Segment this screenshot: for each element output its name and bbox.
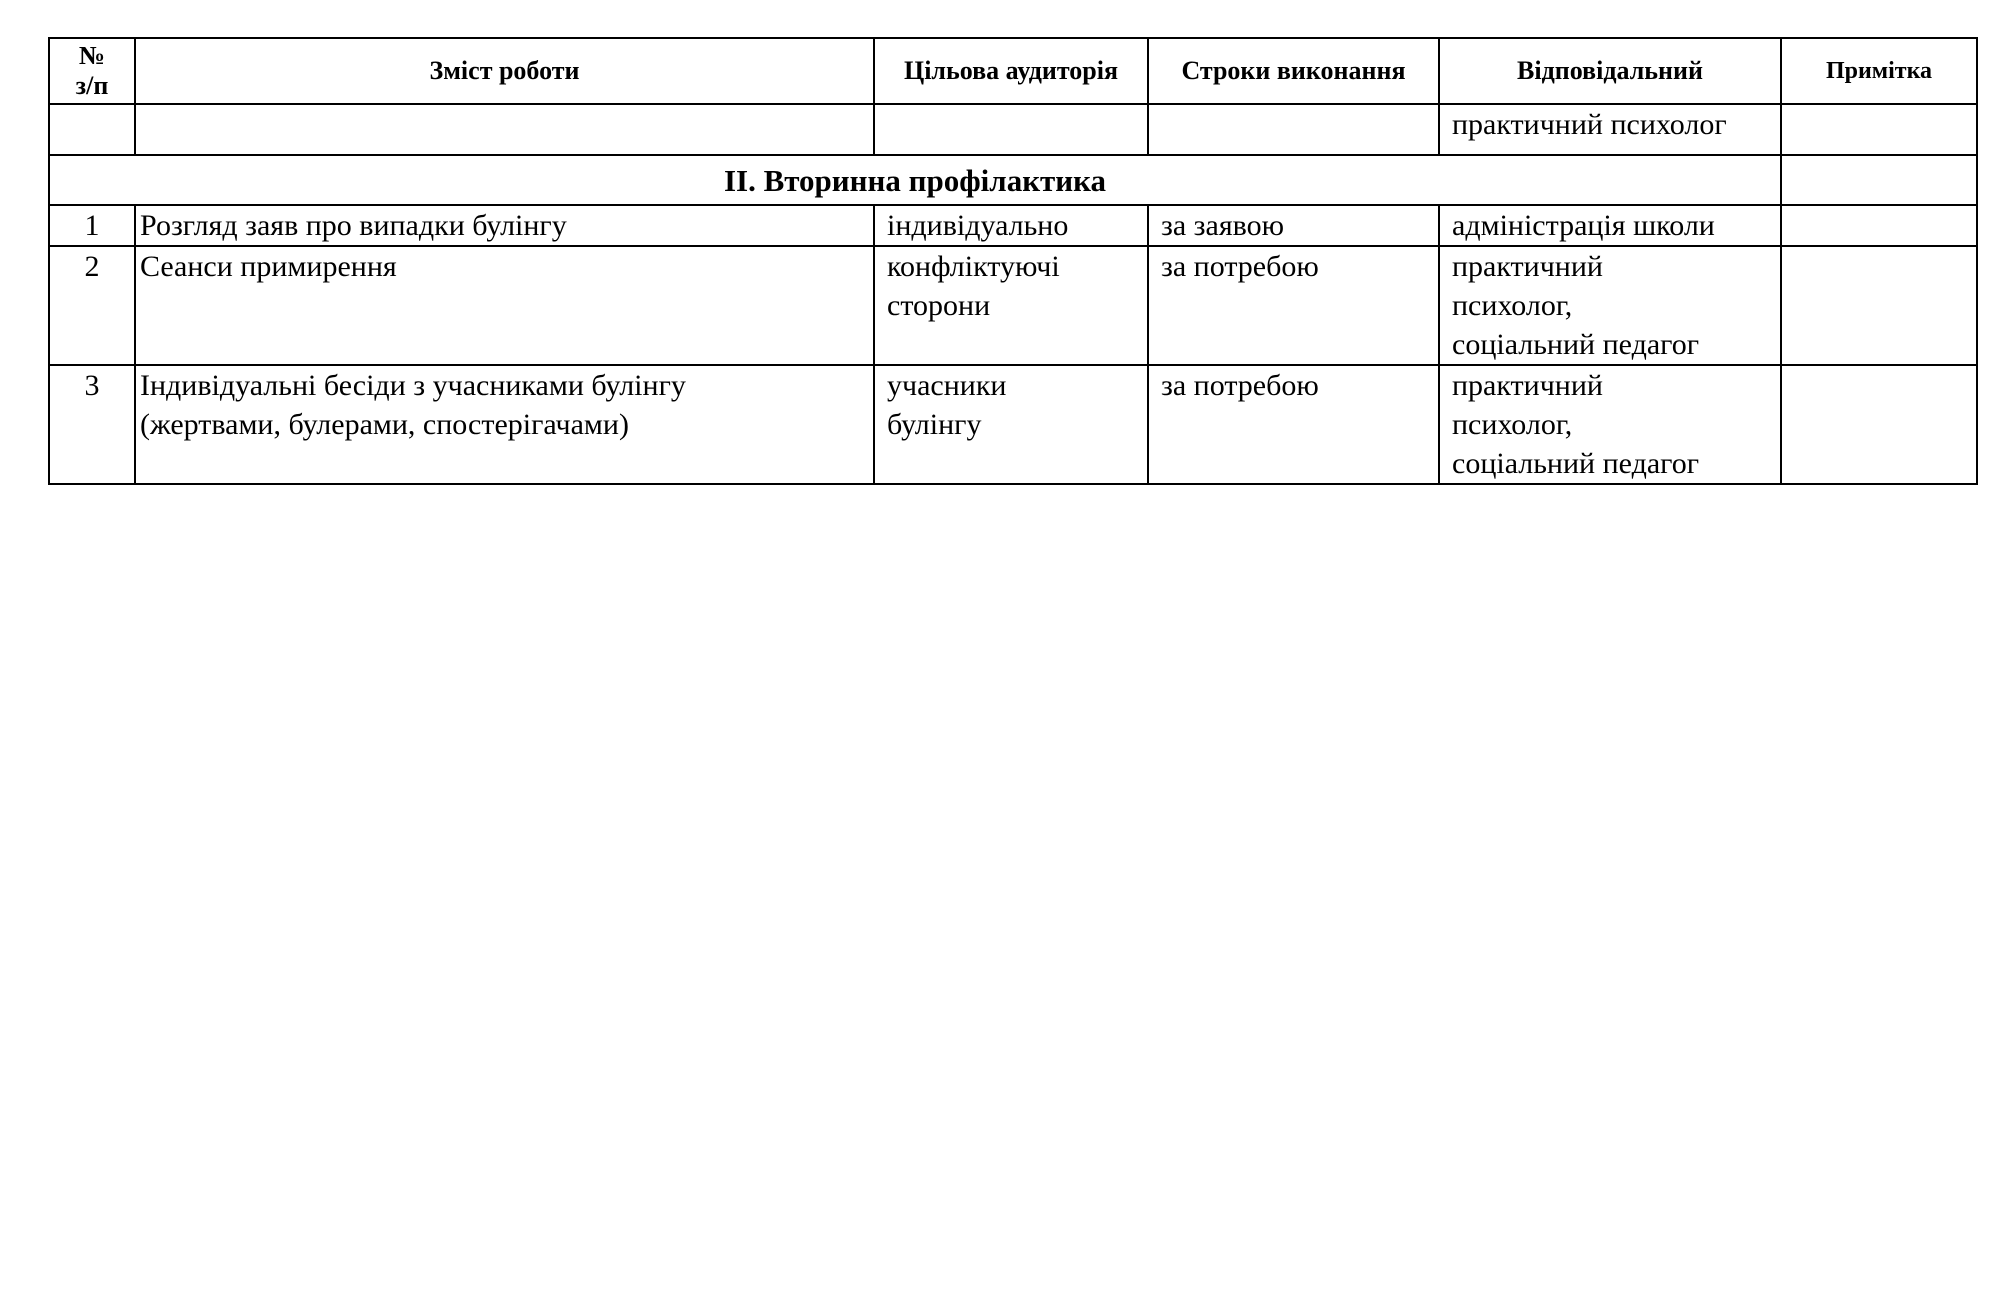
row-content-line: Розгляд заяв про випадки булінгу bbox=[140, 209, 567, 242]
header-audience: Цільова аудиторія bbox=[874, 38, 1148, 104]
row-content-line: (жертвами, булерами, спостерігачами) bbox=[140, 408, 629, 441]
section-title: ІІ. Вторинна профілактика bbox=[49, 155, 1781, 205]
row-audience-line: індивідуально bbox=[887, 209, 1069, 242]
row-note bbox=[1781, 246, 1977, 365]
cont-audience-cell bbox=[874, 104, 1148, 155]
table-header-row bbox=[49, 38, 1977, 104]
header-num-line-2: з/п bbox=[75, 71, 109, 100]
continuation-row bbox=[49, 104, 1977, 155]
row-audience-line: сторони bbox=[887, 289, 991, 322]
row-audience-line: булінгу bbox=[887, 408, 982, 441]
row-audience bbox=[874, 365, 1148, 484]
cont-terms-cell bbox=[1148, 104, 1439, 155]
row-audience-line: учасники bbox=[887, 369, 1007, 402]
row-responsible-line: психолог, bbox=[1452, 408, 1573, 441]
row-note bbox=[1781, 365, 1977, 484]
cont-note-cell bbox=[1781, 104, 1977, 155]
row-terms: за потребою bbox=[1148, 246, 1439, 365]
row-responsible-line: психолог, bbox=[1452, 289, 1573, 322]
cont-content-cell bbox=[135, 104, 874, 155]
row-responsible-line: адміністрація школи bbox=[1452, 209, 1715, 242]
header-num bbox=[49, 38, 135, 104]
row-content-line: Індивідуальні бесіди з учасниками булінгу bbox=[140, 369, 686, 402]
table-row bbox=[49, 205, 1977, 246]
row-content-line: Сеанси примирення bbox=[140, 250, 397, 283]
row-responsible bbox=[1439, 365, 1781, 484]
section-note-cell bbox=[1781, 155, 1977, 205]
row-terms: за потребою bbox=[1148, 365, 1439, 484]
row-note bbox=[1781, 205, 1977, 246]
row-audience bbox=[874, 246, 1148, 365]
header-num-line-1: № bbox=[78, 41, 106, 70]
table-row bbox=[49, 365, 1977, 484]
header-content: Зміст роботи bbox=[135, 38, 874, 104]
table-row bbox=[49, 246, 1977, 365]
row-responsible-line: практичний bbox=[1452, 369, 1603, 402]
row-content bbox=[135, 365, 874, 484]
row-terms: за заявою bbox=[1148, 205, 1439, 246]
row-content bbox=[135, 246, 874, 365]
header-terms: Строки виконання bbox=[1148, 38, 1439, 104]
row-responsible-line: практичний bbox=[1452, 250, 1603, 283]
row-responsible-line: соціальний педагог bbox=[1452, 328, 1700, 361]
header-note: Примітка bbox=[1781, 38, 1977, 104]
work-plan-table bbox=[48, 37, 1978, 485]
row-content bbox=[135, 205, 874, 246]
cont-num-cell bbox=[49, 104, 135, 155]
row-num: 3 bbox=[49, 365, 135, 484]
row-responsible bbox=[1439, 205, 1781, 246]
row-responsible bbox=[1439, 246, 1781, 365]
row-responsible-line: соціальний педагог bbox=[1452, 447, 1700, 480]
row-num: 1 bbox=[49, 205, 135, 246]
header-responsible: Відповідальний bbox=[1439, 38, 1781, 104]
cont-responsible-cell: практичний психолог bbox=[1439, 104, 1781, 155]
row-audience bbox=[874, 205, 1148, 246]
row-num: 2 bbox=[49, 246, 135, 365]
row-audience-line: конфліктуючі bbox=[887, 250, 1060, 283]
section-row bbox=[49, 155, 1977, 205]
